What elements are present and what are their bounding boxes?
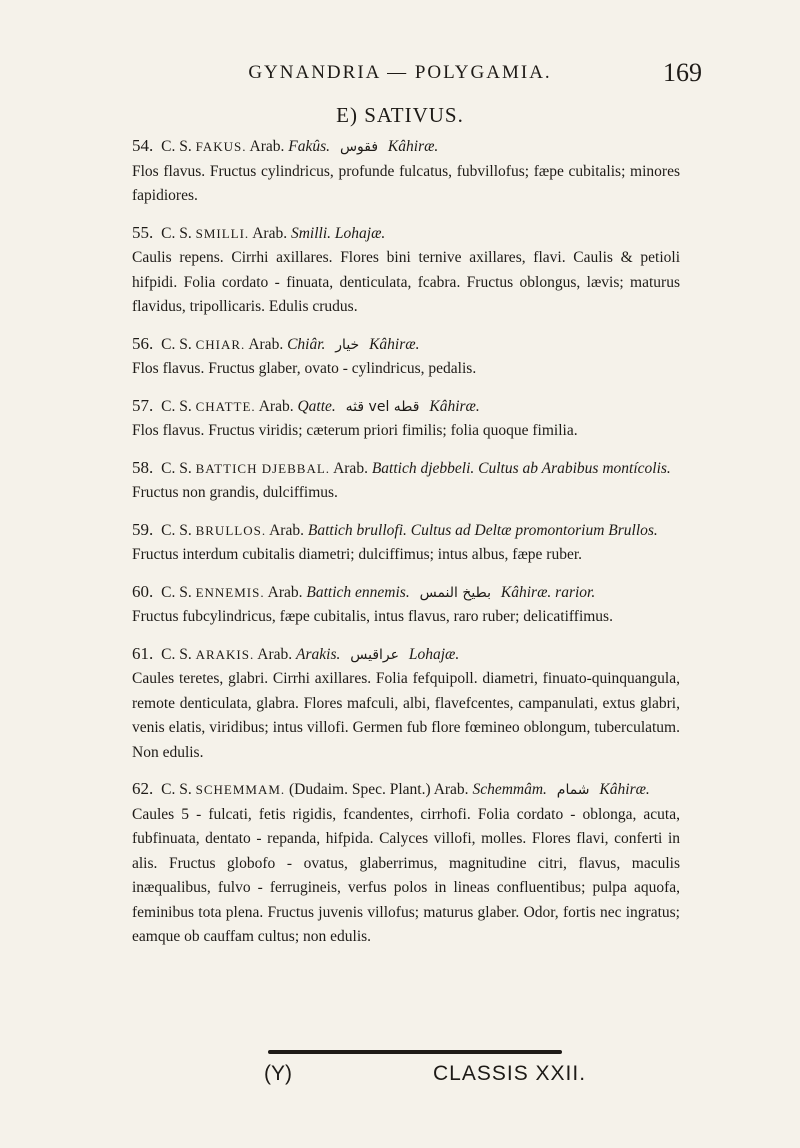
entry-heading (132, 394, 680, 420)
arab-label: Arab. (267, 583, 303, 601)
arabic-script: فقوس (339, 139, 379, 155)
entry-abbr: C. S. (161, 224, 192, 242)
entry-abbr: C. S. (161, 138, 192, 155)
species-entry (132, 456, 680, 506)
entry-description: Flos flavus. Fructus glaber, ovato - cylindricus, pedalis. (132, 360, 477, 377)
entry-description: Caules teretes, glabri. Cirrhi axillares. Folia fefquipoll. diametri, finuato-quinquangula, remote denticulata, glabra. Flores mafculi, albi, flavefcentes, campanulati, extus glabri, venis elatis, viridibus; intus villofi. Germen fub flore fœmineo oblongum, tuberculatum. Non edulis. (132, 670, 680, 761)
entry-heading (132, 777, 680, 803)
arabic-script: عراقيس (350, 646, 399, 663)
species-entry (132, 332, 680, 382)
entry-description: Flos flavus. Fructus viridis; cæterum priori fimilis; folia quoque fimilia. (132, 422, 578, 439)
entry-abbr: C. S. (161, 459, 192, 477)
entry-number: 56. (132, 333, 154, 353)
entry-extra: (Dudaim. Spec. Plant.) (289, 781, 431, 798)
entry-name: CHIAR. (195, 336, 246, 352)
entry-abbr: C. S. (161, 335, 192, 353)
entry-abbr: C. S. (161, 645, 192, 663)
entry-description: Fructus non grandis, dulciffimus. (132, 484, 338, 501)
arab-name: Schemmâm. (472, 781, 547, 798)
entry-heading (132, 518, 680, 544)
species-entry (132, 642, 680, 766)
species-entry (132, 221, 680, 320)
running-head: GYNANDRIA — POLYGAMIA. (248, 62, 552, 83)
entry-name: SCHEMMAM. (195, 782, 286, 797)
ornament-rule (268, 1047, 562, 1057)
entry-number: 60. (132, 581, 154, 601)
entry-number: 61. (132, 643, 154, 663)
entry-name: FAKUS. (195, 139, 247, 154)
entry-number: 58. (132, 457, 154, 477)
section-title: E) SATIVUS. (336, 103, 464, 127)
entry-number: 62. (132, 779, 154, 798)
arabic-script: بطيخ النمس (419, 584, 492, 601)
arab-name: Battich ennemis. (306, 583, 410, 601)
entry-description: Flos flavus. Fructus cylindricus, profunde fulcatus, fubvillofus; fæpe cubitalis; minores fapidiores. (132, 162, 680, 204)
entry-heading (132, 221, 680, 247)
entry-region: Kâhiræ. rarior. (500, 583, 596, 601)
species-entry (132, 394, 680, 444)
arab-label: Arab. (258, 397, 294, 415)
catchword: CLASSIS XXII. (433, 1062, 587, 1085)
arab-name: Chiâr. (287, 335, 326, 353)
species-entry (132, 580, 680, 630)
arab-label: Arab. (248, 335, 284, 353)
entry-abbr: C. S. (161, 781, 192, 798)
entry-region: Kâhiræ. (369, 335, 420, 353)
entry-heading (132, 134, 680, 160)
entry-abbr: C. S. (161, 583, 192, 601)
entry-region: Lohajæ. (408, 645, 460, 663)
arab-name: Arakis. (296, 645, 341, 663)
species-entries (132, 134, 680, 962)
page-number: 169 (663, 58, 702, 87)
entry-region: Kâhiræ. (429, 397, 480, 415)
entry-description: Caules 5 - fulcati, fetis rigidis, fcandentes, cirrhofi. Folia cordato - oblonga, acuta, fubfinuata, dentato - repanda, hifpida. Calyces villofi, molles. Flores flavi, conferti in alis. Fructus globofo - ovatus, glaberrimus, magnitudine citri, flavus, maculis inæqualibus, fulvo - ferrugineis, verfus polos in lineas confluentibus; pulpa aquofa, feminibus tota plena. Fructus juvenis villofus; maturus glaber. Odor, fortis nec ingratus; eamque ob cauffam cultus; non edulis. (132, 805, 680, 945)
entry-region: Kâhiræ. (387, 138, 439, 155)
signature-mark: (Y) (264, 1062, 292, 1085)
arab-label: Arab. (269, 521, 304, 539)
entry-heading (132, 332, 680, 358)
entry-number: 59. (132, 519, 154, 539)
rule-line (268, 1050, 562, 1054)
species-entry (132, 134, 680, 209)
species-entry (132, 777, 680, 950)
entry-description: Fructus interdum cubitalis diametri; dulciffimus; intus albus, fæpe ruber. (132, 546, 583, 563)
entry-region: Kâhiræ. (599, 781, 650, 798)
entry-abbr: C. S. (161, 521, 192, 539)
arab-name: Smilli. (290, 224, 332, 242)
entry-region: Lohajæ. (334, 224, 386, 242)
arab-name: Battich djebbeli. (371, 459, 475, 477)
arabic-script: قثه vel قطه (345, 398, 420, 415)
entry-name: CHATTE. (195, 398, 256, 414)
entry-region: Cultus ab Arabibus montícolis. (478, 459, 671, 477)
entry-abbr: C. S. (161, 397, 192, 415)
entry-description: Fructus fubcylindricus, fæpe cubitalis, intus flavus, raro ruber; delicatiffimus. (132, 608, 613, 625)
arab-label: Arab. (249, 138, 285, 155)
entry-name: BATTICH DJEBBAL. (195, 460, 331, 476)
species-entry (132, 518, 680, 568)
arabic-script: خيار (335, 336, 360, 353)
entry-name: SMILLI. (195, 225, 250, 241)
entry-number: 57. (132, 395, 154, 415)
arab-label: Arab. (333, 459, 368, 477)
entry-name: ENNEMIS. (195, 584, 265, 600)
entry-heading (132, 642, 680, 668)
entry-description: Caulis repens. Cirrhi axillares. Flores bini ternive axillares, flavi. Caulis & petioli hifpidi. Folia cordato - finuata, denticulata, fcabra. Fructus oblongus, lævis; maturus flavidus, tripollicaris. Edulis crudus. (132, 249, 680, 315)
entry-name: BRULLOS. (195, 522, 267, 538)
entry-number: 54. (132, 136, 154, 155)
arab-label: Arab. (252, 224, 288, 242)
arabic-script: شمام (556, 782, 590, 798)
arab-name: Fakûs. (288, 138, 331, 155)
entry-region: Cultus ad Deltæ promontorium Brullos. (410, 521, 658, 539)
arab-name: Qatte. (297, 397, 336, 415)
arab-label: Arab. (257, 645, 293, 663)
arab-label: Arab. (433, 781, 469, 798)
entry-name: ARAKIS. (195, 646, 255, 662)
entry-heading (132, 580, 680, 606)
arab-name: Battich brullofi. (307, 521, 407, 539)
entry-heading (132, 456, 680, 482)
entry-number: 55. (132, 222, 154, 242)
